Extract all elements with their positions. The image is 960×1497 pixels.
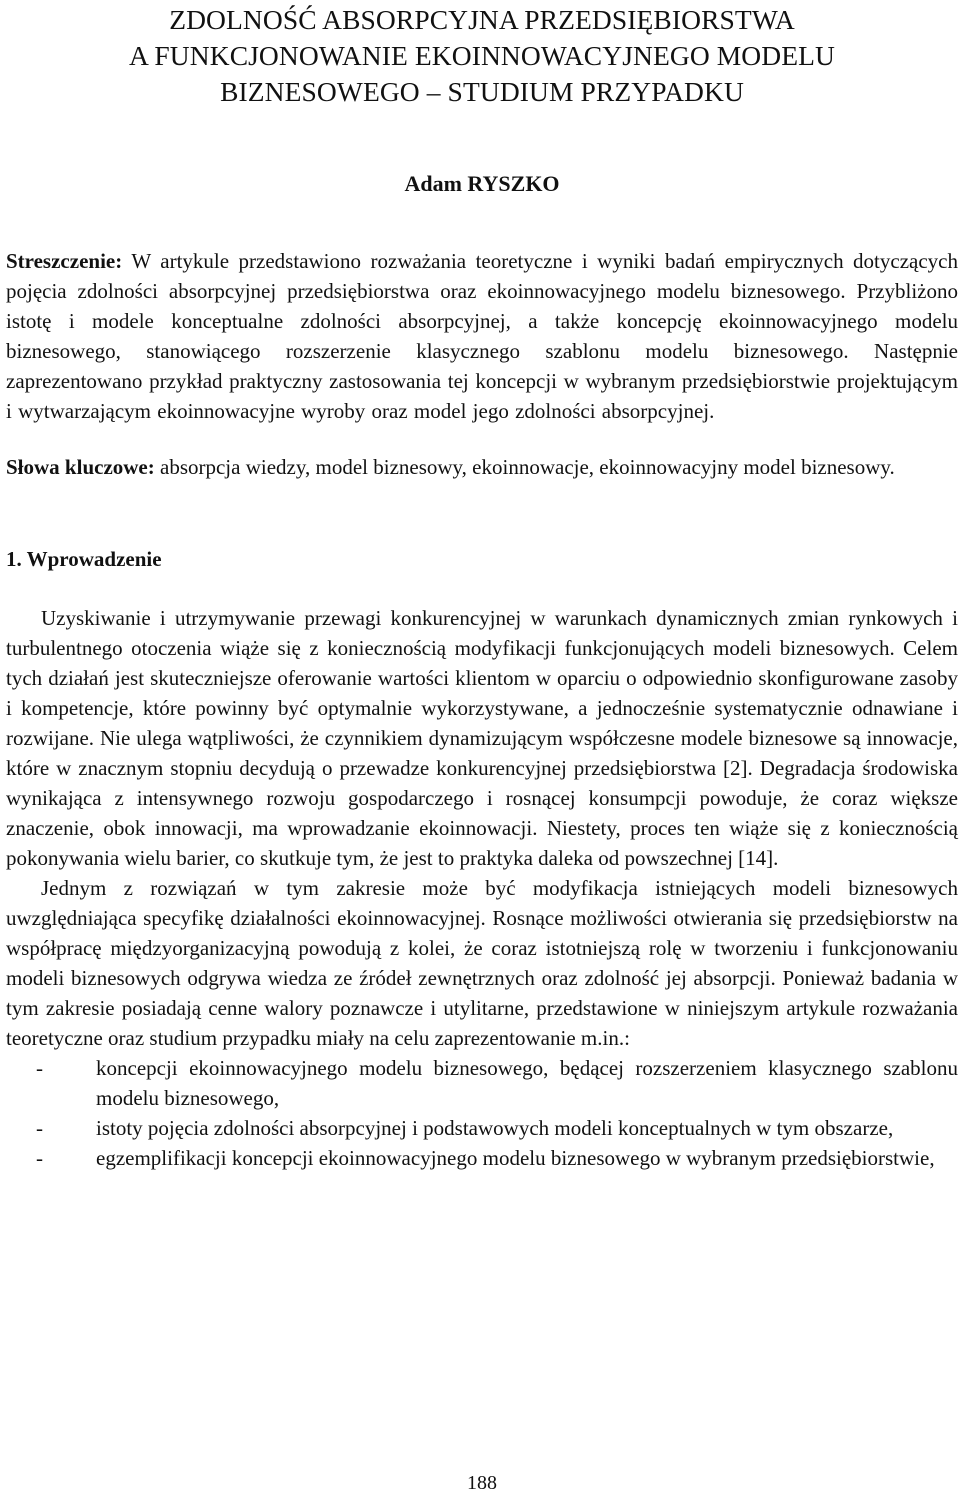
bullet-marker: - (36, 1116, 43, 1140)
section-body (6, 603, 958, 1173)
list-item (6, 1053, 958, 1113)
title-line-2: A FUNKCJONOWANIE EKOINNOWACYJNEGO MODELU (129, 40, 835, 71)
abstract-text: W artykule przedstawiono rozważania teoretyczne i wyniki badań empirycznych dotyczących pojęcia zdolności absorpcyjnej przedsiębiorstwa oraz ekoinnowacyjnego modelu biznesowego. Przybliżono istotę i modele konceptualne zdolności absorpcyjnej, a także koncepcję ekoinnowacyjnego modelu biznesowego, stanowiącego rozszerzenie klasycznego szablonu modelu biznesowego. Następnie zaprezentowano przykład praktyczny zastosowania tej koncepcji w wybranym przedsiębiorstwie projektującym i wytwarzającym ekoinnowacyjne wyroby oraz model jego zdolności absorpcyjnej. (6, 249, 958, 423)
list-item-text: koncepcji ekoinnowacyjnego modelu biznesowego, będącej rozszerzeniem klasycznego szablonu modelu biznesowego, (96, 1056, 958, 1110)
bullet-list (6, 1053, 958, 1173)
list-item-text: egzemplifikacji koncepcji ekoinnowacyjnego modelu biznesowego w wybranym przedsiębiorstwie, (96, 1146, 935, 1170)
abstract-label: Streszczenie: (6, 249, 123, 273)
title-line-3: BIZNESOWEGO – STUDIUM PRZYPADKU (220, 76, 744, 107)
paper-title (6, 2, 958, 110)
list-item (6, 1143, 958, 1173)
list-item-text: istoty pojęcia zdolności absorpcyjnej i podstawowych modeli konceptualnych w tym obszarze, (96, 1116, 894, 1140)
abstract (6, 246, 958, 426)
section-heading: 1. Wprowadzenie (6, 547, 162, 571)
bullet-marker: - (36, 1056, 43, 1080)
keywords-label: Słowa kluczowe: (6, 455, 155, 479)
author-name: Adam RYSZKO (404, 171, 560, 196)
bullet-marker: - (36, 1146, 43, 1170)
title-line-1: ZDOLNOŚĆ ABSORPCYJNA PRZEDSIĘBIORSTWA (169, 4, 795, 35)
paragraph: Uzyskiwanie i utrzymywanie przewagi konkurencyjnej w warunkach dynamicznych zmian rynkowych i turbulentnego otoczenia wiąże się z koniecznością modyfikacji funkcjonujących modeli biznesowych. Celem tych działań jest skuteczniejsze oferowanie wartości klientom w oparciu o odpowiednio skonfigurowane zasoby i kompetencje, które powinny być optymalnie wykorzystywane, a jednocześnie systematycznie odnawiane i rozwijane. Nie ulega wątpliwości, że czynnikiem dynamizującym współczesne modele biznesowe są innowacje, które w znacznym stopniu decydują o przewadze konkurencyjnej przedsiębiorstwa [2]. Degradacja środowiska wynikająca z intensywnego rozwoju gospodarczego i rosnącej konsumpcji powoduje, że coraz większe znaczenie, obok innowacji, ma wprowadzanie ekoinnowacji. Niestety, proces ten wiąże się z koniecznością pokonywania wielu barier, co skutkuje tym, że jest to praktyka daleka od powszechnej [14]. (6, 606, 958, 870)
page-number: 188 (467, 1472, 497, 1494)
paragraph: Jednym z rozwiązań w tym zakresie może być modyfikacja istniejących modeli biznesowych uwzględniająca specyfikę działalności ekoinnowacyjnej. Rosnące możliwości otwierania się przedsiębiorstw na współpracę międzyorganizacyjną powodują z kolei, że coraz istotniejszą rolę w tworzeniu i funkcjonowaniu modeli biznesowych odgrywa wiedza ze źródeł zewnętrznych oraz zdolność jej absorpcji. Ponieważ badania w tym zakresie posiadają cenne walory poznawcze i utylitarne, przedstawione w niniejszym artykule rozważania teoretyczne oraz studium przypadku miały na celu zaprezentowanie m.in.: (6, 876, 958, 1050)
document-page (6, 0, 958, 1497)
keywords (6, 452, 958, 482)
list-item (6, 1113, 958, 1143)
keywords-text: absorpcja wiedzy, model biznesowy, ekoinnowacje, ekoinnowacyjny model biznesowy. (154, 455, 895, 479)
